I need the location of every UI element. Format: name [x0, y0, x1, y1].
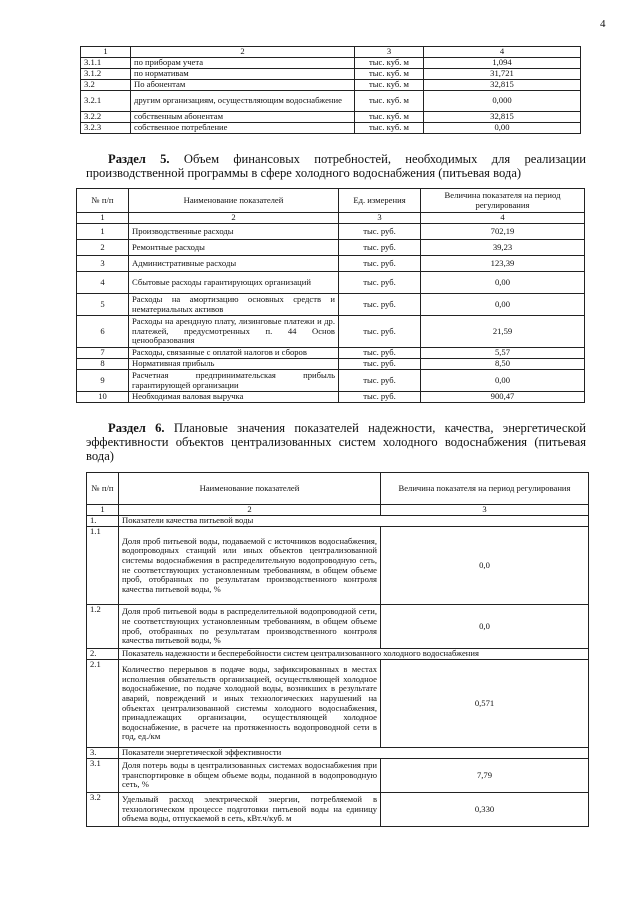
row-unit: тыс. руб.: [339, 240, 421, 256]
row-value: 0,000: [424, 91, 581, 112]
row-value: 702,19: [421, 224, 585, 240]
row-num: 5: [77, 294, 129, 316]
row-unit: тыс. куб. м: [355, 123, 424, 134]
row-name: по приборам учета: [131, 58, 355, 69]
row-value: 5,57: [421, 348, 585, 359]
col-header-name: Наименование показателей: [119, 473, 381, 505]
col-header: № п/п: [77, 189, 129, 213]
table-row: [87, 605, 589, 649]
row-text: Доля проб питьевой воды в распределительной водопроводной сети, не соответствующих установленным требованиям, в общем объеме проб, отобранных по результатам производственного контроля качества питьевой воды, %: [119, 605, 381, 649]
row-unit: тыс. руб.: [339, 392, 421, 403]
row-num: 3.2.3: [81, 123, 131, 134]
row-name: Нормативная прибыль: [129, 359, 339, 370]
row-value: 21,59: [421, 316, 585, 348]
row-name: по нормативам: [131, 69, 355, 80]
row-value: 32,815: [424, 112, 581, 123]
row-value: 900,47: [421, 392, 585, 403]
row-name: собственное потребление: [131, 123, 355, 134]
row-unit: тыс. куб. м: [355, 91, 424, 112]
table-row: [81, 112, 581, 123]
row-unit: тыс. куб. м: [355, 80, 424, 91]
section5-label: Раздел 5.: [108, 152, 170, 166]
row-num: 3.2.1: [81, 91, 131, 112]
row-name: Расходы, связанные с оплатой налогов и сборов: [129, 348, 339, 359]
row-name: собственным абонентам: [131, 112, 355, 123]
row-unit: тыс. руб.: [339, 370, 421, 392]
col-number: 1: [81, 47, 131, 58]
table-row: [81, 91, 581, 112]
row-num: 3.2: [81, 80, 131, 91]
table-row: [77, 272, 585, 294]
row-num: 4: [77, 272, 129, 294]
row-num: 2.1: [87, 660, 119, 748]
col-number: 1: [77, 213, 129, 224]
table-row: [77, 316, 585, 348]
row-unit: тыс. руб.: [339, 256, 421, 272]
row-name: Необходимая валовая выручка: [129, 392, 339, 403]
row-value: 8,50: [421, 359, 585, 370]
row-num: 3.2.2: [81, 112, 131, 123]
table-row: [87, 759, 589, 793]
row-text: Доля проб питьевой воды, подаваемой с источников водоснабжения, водопроводных станций или иных объектов централизованной системы водоснабжения в распределительную водопроводную сеть, не соответствующих установленным требованиям, в общем объеме проб, отобранных по результатам производственного контроля качества питьевой воды, %: [119, 527, 381, 605]
row-value: 0,00: [424, 123, 581, 134]
group-title: Показатель надежности и бесперебойности систем централизованного холодного водоснабжения: [119, 649, 589, 660]
table-row: [81, 58, 581, 69]
row-unit: тыс. руб.: [339, 224, 421, 240]
row-unit: тыс. руб.: [339, 348, 421, 359]
row-unit: тыс. руб.: [339, 316, 421, 348]
row-num: 9: [77, 370, 129, 392]
col-number-row: [81, 47, 581, 58]
row-value: 0,00: [421, 370, 585, 392]
table-row: [81, 123, 581, 134]
row-name: По абонентам: [131, 80, 355, 91]
row-unit: тыс. руб.: [339, 359, 421, 370]
row-text: Количество перерывов в подаче воды, зафиксированных в местах исполнения обязательств организацией, осуществляющей холодное водоснабжение, по подаче холодной воды, возникших в результате аварий, повреждений и иных технологических нарушений на объектах централизованной системы холодного водоснабжения, принадлежащих организации, осуществляющей холодное водоснабжение, в расчете на протяженность водопроводной сети в год, ед./км: [119, 660, 381, 748]
col-header: Величина показателя на период регулирования: [421, 189, 585, 213]
table-header-row: [87, 473, 589, 505]
row-num: 8: [77, 359, 129, 370]
section5-heading: [86, 152, 586, 180]
row-value: 7,79: [381, 759, 589, 793]
col-number: 3: [381, 505, 589, 516]
table-row: [77, 392, 585, 403]
table-row: [77, 359, 585, 370]
row-num: 10: [77, 392, 129, 403]
row-num: 3.2: [87, 793, 119, 827]
row-name: Расчетная предпринимательская прибыль гарантирующей организации: [129, 370, 339, 392]
group-row: [87, 748, 589, 759]
row-value: 0,00: [421, 294, 585, 316]
row-num: 1.2: [87, 605, 119, 649]
row-num: 2: [77, 240, 129, 256]
table-row: [77, 370, 585, 392]
row-value: 39,23: [421, 240, 585, 256]
table-row: [77, 240, 585, 256]
row-value: 32,815: [424, 80, 581, 91]
table-row: [81, 80, 581, 91]
row-name: Сбытовые расходы гарантирующих организаций: [129, 272, 339, 294]
row-num: 3.1: [87, 759, 119, 793]
table-row: [81, 69, 581, 80]
row-text: Удельный расход электрической энергии, потребляемой в технологическом процессе подготовки питьевой воды на единицу объема воды, отпускаемой в сеть, кВт.ч/куб. м: [119, 793, 381, 827]
col-number: 3: [355, 47, 424, 58]
col-number: 2: [131, 47, 355, 58]
row-num: 3.1.1: [81, 58, 131, 69]
table-row: [87, 527, 589, 605]
table-row: [87, 793, 589, 827]
section6-title: Плановые значения показателей надежности, качества, энергетической эффективности объектов централизованных систем холодного водоснабжения (питьевая вода): [86, 421, 586, 463]
col-number-row: [87, 505, 589, 516]
row-value: 0,0: [381, 605, 589, 649]
row-num: 3.1.2: [81, 69, 131, 80]
col-number: 4: [424, 47, 581, 58]
row-text: Доля потерь воды в централизованных системах водоснабжения при транспортировке в общем объеме воды, поданной в водопроводную сеть, %: [119, 759, 381, 793]
col-header-num: № п/п: [87, 473, 119, 505]
row-value: 0,571: [381, 660, 589, 748]
col-header: Ед. измерения: [339, 189, 421, 213]
col-number: 3: [339, 213, 421, 224]
table-row: [77, 294, 585, 316]
row-value: 0,0: [381, 527, 589, 605]
row-num: 3: [77, 256, 129, 272]
row-unit: тыс. руб.: [339, 272, 421, 294]
row-name: Ремонтные расходы: [129, 240, 339, 256]
table-row: [87, 660, 589, 748]
row-num: 1: [77, 224, 129, 240]
row-num: 7: [77, 348, 129, 359]
row-name: другим организациям, осуществляющим водоснабжение: [131, 91, 355, 112]
table-row: [77, 256, 585, 272]
section6-label: Раздел 6.: [108, 421, 165, 435]
row-value: 31,721: [424, 69, 581, 80]
group-title: Показатели энергетической эффективности: [119, 748, 589, 759]
indicators-table: [86, 472, 589, 827]
col-number: 4: [421, 213, 585, 224]
row-unit: тыс. куб. м: [355, 58, 424, 69]
row-value: 0,00: [421, 272, 585, 294]
row-unit: тыс. куб. м: [355, 69, 424, 80]
col-number: 1: [87, 505, 119, 516]
row-name: Расходы на амортизацию основных средств и нематериальных активов: [129, 294, 339, 316]
row-name: Расходы на арендную плату, лизинговые платежи и др. платежей, предусмотренных п. 44 Основ ценообразования: [129, 316, 339, 348]
row-value: 0,330: [381, 793, 589, 827]
group-row: [87, 516, 589, 527]
page-number: 4: [600, 18, 606, 30]
row-unit: тыс. руб.: [339, 294, 421, 316]
col-header: Наименование показателей: [129, 189, 339, 213]
volume-table: [80, 46, 581, 134]
section5-title: Объем финансовых потребностей, необходимых для реализации производственной программы в сфере холодного водоснабжения (питьевая вода): [86, 152, 586, 180]
section6-heading: [86, 421, 586, 463]
col-number-row: [77, 213, 585, 224]
group-num: 2.: [87, 649, 119, 660]
group-row: [87, 649, 589, 660]
col-number: 2: [129, 213, 339, 224]
table-row: [77, 224, 585, 240]
row-value: 123,39: [421, 256, 585, 272]
col-header-value: Величина показателя на период регулирования: [381, 473, 589, 505]
row-name: Производственные расходы: [129, 224, 339, 240]
group-num: 3.: [87, 748, 119, 759]
table-header-row: [77, 189, 585, 213]
row-num: 1.1: [87, 527, 119, 605]
financial-needs-table: [76, 188, 585, 403]
col-number: 2: [119, 505, 381, 516]
group-title: Показатели качества питьевой воды: [119, 516, 589, 527]
row-unit: тыс. куб. м: [355, 112, 424, 123]
row-value: 1,094: [424, 58, 581, 69]
row-num: 6: [77, 316, 129, 348]
group-num: 1.: [87, 516, 119, 527]
row-name: Административные расходы: [129, 256, 339, 272]
table-row: [77, 348, 585, 359]
